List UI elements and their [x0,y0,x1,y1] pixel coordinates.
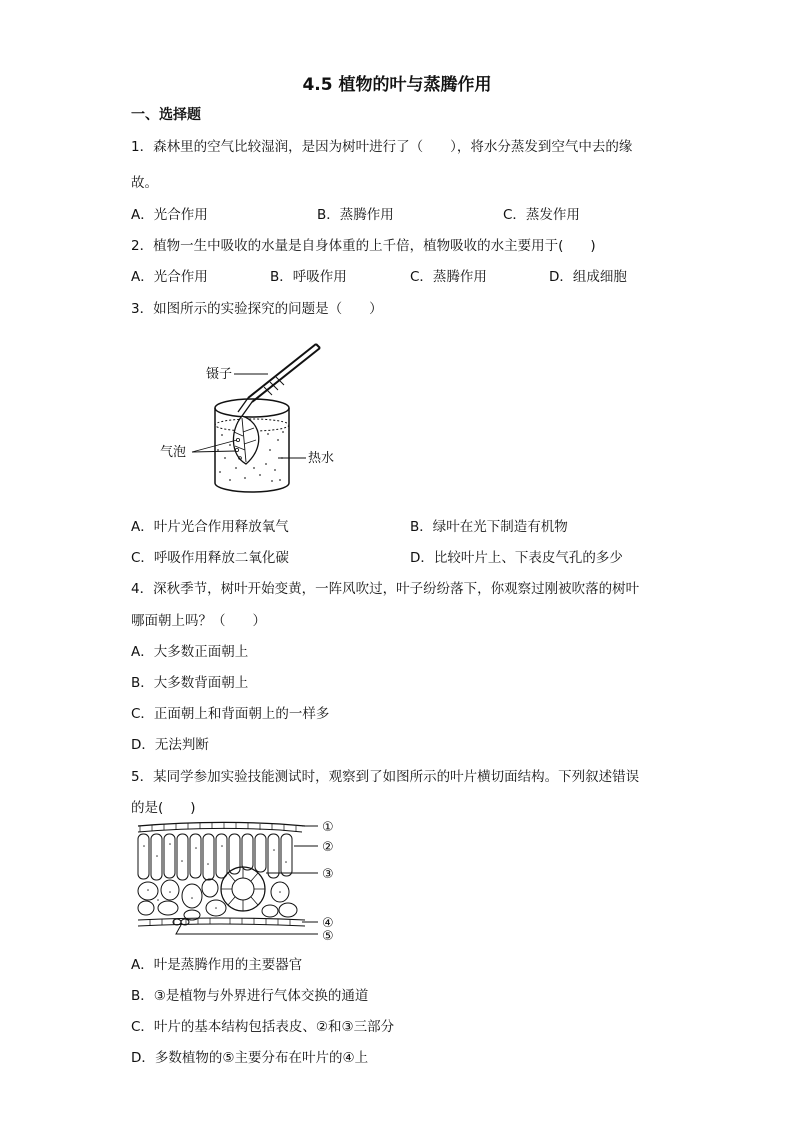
tweezers-icon [238,344,320,416]
q3-option-c: C．呼吸作用释放二氧化碳 [131,550,289,566]
q2-stem: 2．植物一生中吸收的水量是自身体重的上千倍，植物吸收的水主要用于( ) [131,238,596,254]
q3-option-a: A．叶片光合作用释放氧气 [131,519,289,535]
label-hot-water: 热水 [308,451,335,466]
q3-option-d: D．比较叶片上、下表皮气孔的多少 [410,550,623,566]
q4-option-c: C．正面朝上和背面朝上的一样多 [131,706,330,722]
section-heading: 一、选择题 [131,107,201,123]
label-3: ③ [322,867,334,882]
q1-option-a: A．光合作用 [131,207,208,223]
label-4: ④ [322,916,334,931]
q3-stem: 3．如图所示的实验探究的问题是（ ） [131,301,383,317]
label-tweezers: 镊子 [206,367,233,382]
q2-option-b: B．呼吸作用 [270,269,347,285]
page-title: 4.5 植物的叶与蒸腾作用 [302,75,492,95]
q5-option-c: C．叶片的基本结构包括表皮、②和③三部分 [131,1019,395,1035]
q5-stem-line2: 的是( ) [131,800,196,816]
q2-option-a: A．光合作用 [131,269,208,285]
q5-option-a: A．叶是蒸腾作用的主要器官 [131,957,303,973]
label-bubbles: 气泡 [160,445,187,460]
q1-stem-line1: 1．森林里的空气比较湿润，是因为树叶进行了（ ），将水分蒸发到空气中去的缘 [131,139,633,155]
label-1: ① [322,820,334,835]
q4-stem-line1: 4．深秋季节，树叶开始变黄，一阵风吹过，叶子纷纷落下，你观察过刚被吹落的树叶 [131,581,640,597]
q4-option-b: B．大多数背面朝上 [131,675,249,691]
q2-option-d: D．组成细胞 [549,269,627,285]
q5-option-d: D．多数植物的⑤主要分布在叶片的④上 [131,1050,369,1066]
q4-stem-line2: 哪面朝上吗？（ ） [131,613,266,629]
leaf-cross-section-figure [130,816,350,946]
q4-option-a: A．大多数正面朝上 [131,644,249,660]
q3-option-b: B．绿叶在光下制造有机物 [410,519,568,535]
q1-option-c: C．蒸发作用 [503,207,580,223]
q1-stem-line2: 故。 [131,175,158,191]
q5-stem-line1: 5．某同学参加实验技能测试时，观察到了如图所示的叶片横切面结构。下列叙述错误 [131,769,640,785]
leaf-icon [233,416,258,464]
q1-option-b: B．蒸腾作用 [317,207,394,223]
q4-option-d: D．无法判断 [131,737,209,753]
q2-option-c: C．蒸腾作用 [410,269,487,285]
q5-option-b: B．③是植物与外界进行气体交换的通道 [131,988,369,1004]
label-5: ⑤ [322,929,334,944]
label-2: ② [322,840,334,855]
beaker-experiment-figure [150,340,390,500]
